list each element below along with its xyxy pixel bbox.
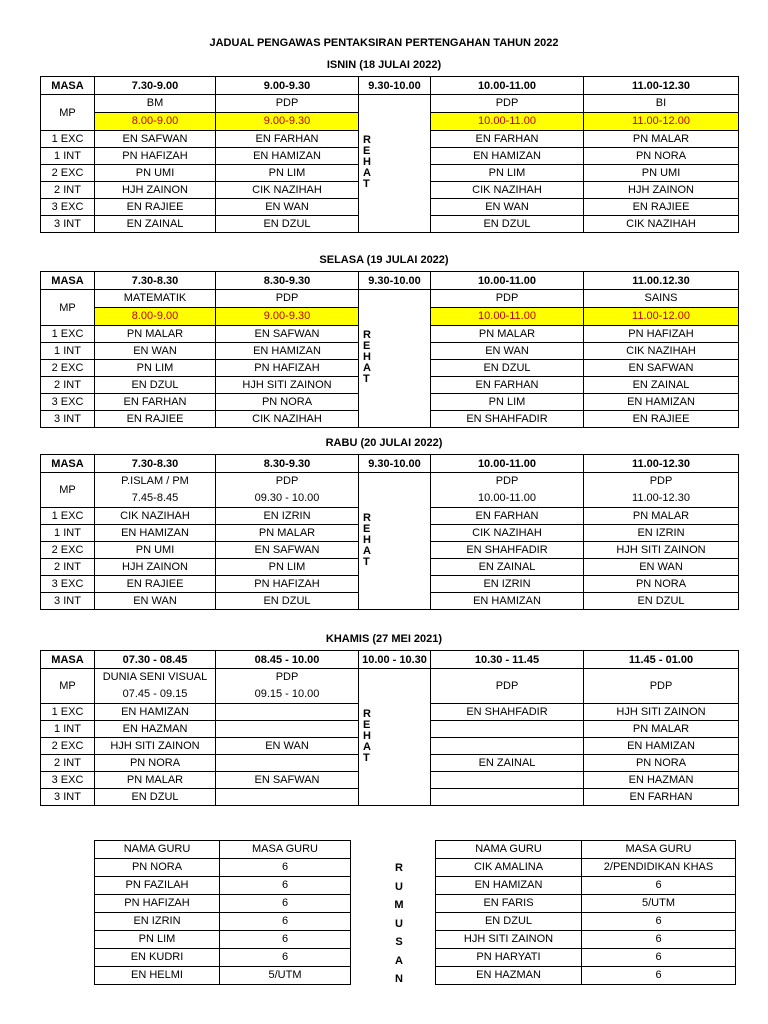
rest-letter: A — [363, 167, 371, 179]
teacher-name: EN KUDRI — [95, 949, 220, 967]
teacher-hours: 5/UTM — [220, 967, 351, 985]
mp-cell — [584, 290, 739, 326]
invigilator-cell: EN ZAINAL — [95, 216, 216, 233]
rest-column — [359, 669, 431, 806]
class-label: 1 EXC — [41, 131, 95, 148]
mp-time: 09.15 - 10.00 — [254, 688, 320, 700]
teacher-name: EN HAZMAN — [436, 967, 582, 985]
header-cell: MASA — [41, 455, 95, 473]
mp-subject: BI — [655, 97, 667, 109]
invigilator-cell: HJH ZAINON — [584, 182, 739, 199]
teacher-hours: 5/UTM — [582, 895, 736, 913]
summary-row — [436, 931, 736, 949]
invigilator-cell: EN HAMIZAN — [95, 704, 216, 721]
teacher-name: PN NORA — [95, 859, 220, 877]
mp-subject: PDP — [495, 475, 519, 487]
rest-letter: R — [363, 708, 371, 720]
teacher-hours: 6 — [582, 967, 736, 985]
mp-row — [41, 669, 739, 704]
invigilator-cell: EN SHAHFADIR — [431, 411, 584, 428]
mp-cell — [431, 669, 584, 704]
teacher-name: EN HAMIZAN — [436, 877, 582, 895]
invigilator-cell: EN SAFWAN — [216, 772, 359, 789]
invigilator-cell: EN RAJIEE — [95, 411, 216, 428]
invigilator-cell: EN HAMIZAN — [584, 394, 739, 411]
teacher-hours: 6 — [582, 877, 736, 895]
invigilator-cell: EN RAJIEE — [95, 199, 216, 216]
summary-label-letter: U — [395, 880, 403, 893]
teacher-name: EN IZRIN — [95, 913, 220, 931]
table-header-row — [41, 651, 739, 669]
summary-row — [95, 967, 351, 985]
invigilator-cell: EN WAN — [216, 738, 359, 755]
summary-row — [95, 859, 351, 877]
invigilator-cell: EN HAZMAN — [95, 721, 216, 738]
day-title: KHAMIS (27 MEI 2021) — [325, 633, 443, 645]
teacher-hours: 6 — [582, 949, 736, 967]
invigilator-cell: EN SHAHFADIR — [431, 704, 584, 721]
teacher-name: EN FARIS — [436, 895, 582, 913]
mp-time: 07.45 - 09.15 — [122, 688, 188, 700]
summary-header-cell: MASA GURU — [582, 841, 736, 859]
header-cell: 11.00-12.30 — [584, 455, 739, 473]
header-cell: 10.00-11.00 — [431, 77, 584, 95]
rest-letter: E — [363, 523, 371, 535]
invigilator-cell: EN WAN — [95, 343, 216, 360]
invigilator-cell: HJH SITI ZAINON — [584, 542, 739, 559]
invigilator-cell: EN FARHAN — [431, 377, 584, 394]
class-label: 3 INT — [41, 789, 95, 806]
invigilator-cell: EN SAFWAN — [216, 542, 359, 559]
invigilator-cell: EN HAMIZAN — [216, 343, 359, 360]
header-cell: 8.30-9.30 — [216, 272, 359, 290]
class-label: 3 EXC — [41, 199, 95, 216]
invigilator-cell: EN HAMIZAN — [431, 593, 584, 610]
rest-letter: E — [363, 719, 371, 731]
invigilator-cell: EN DZUL — [431, 216, 584, 233]
mp-row — [41, 473, 739, 508]
header-cell: 10.00-11.00 — [431, 272, 584, 290]
mp-subject: PDP — [495, 292, 519, 304]
invigilator-cell: EN ZAINAL — [431, 559, 584, 576]
table-header-row — [41, 272, 739, 290]
mp-label: MP — [41, 473, 95, 508]
summary-label-letter: R — [395, 862, 403, 874]
summary-row — [436, 895, 736, 913]
mp-cell — [95, 95, 216, 131]
summary-row — [95, 931, 351, 949]
summary-label-letter: U — [395, 917, 403, 930]
mp-time: 10.00-11.00 — [431, 112, 583, 130]
invigilator-cell: EN IZRIN — [584, 525, 739, 542]
invigilator-cell — [216, 789, 359, 806]
teacher-hours: 6 — [582, 931, 736, 949]
teacher-name: PN FAZILAH — [95, 877, 220, 895]
invigilator-cell: EN IZRIN — [216, 508, 359, 525]
invigilator-cell: CIK NAZIHAH — [431, 182, 584, 199]
rest-letter: E — [363, 340, 371, 352]
summary-label-letter: A — [395, 954, 403, 967]
class-label: 2 INT — [41, 559, 95, 576]
header-cell: 11.45 - 01.00 — [584, 651, 739, 669]
teacher-name: CIK AMALINA — [436, 859, 582, 877]
invigilator-cell: EN SAFWAN — [216, 326, 359, 343]
invigilator-cell: EN HAMIZAN — [95, 525, 216, 542]
mp-cell — [216, 669, 359, 704]
invigilator-cell: HJH SITI ZAINON — [584, 704, 739, 721]
invigilator-cell: CIK NAZIHAH — [584, 343, 739, 360]
mp-subject: PDP — [275, 97, 299, 109]
invigilator-cell: HJH ZAINON — [95, 182, 216, 199]
mp-time: 8.00-9.00 — [95, 112, 215, 130]
teacher-summary-table-left — [94, 840, 351, 985]
table-header-row — [41, 77, 739, 95]
invigilator-cell: EN DZUL — [216, 216, 359, 233]
class-label: 3 INT — [41, 593, 95, 610]
rest-letter: H — [363, 156, 371, 168]
teacher-name: PN HAFIZAH — [95, 895, 220, 913]
invigilator-cell: EN FARHAN — [216, 131, 359, 148]
invigilator-cell: PN MALAR — [584, 721, 739, 738]
invigilator-cell: PN HAFIZAH — [216, 360, 359, 377]
summary-row — [436, 949, 736, 967]
teacher-summary-table-right — [435, 840, 736, 985]
mp-subject: PDP — [495, 679, 519, 692]
invigilator-cell — [431, 789, 584, 806]
rest-letter: A — [363, 545, 371, 557]
class-label: 2 INT — [41, 755, 95, 772]
rest-letter: H — [363, 351, 371, 363]
mp-time: 11.00-12.00 — [584, 307, 738, 325]
invigilator-cell: PN MALAR — [95, 326, 216, 343]
mp-time: 9.00-9.30 — [216, 112, 358, 130]
header-cell: 11.00-12.30 — [584, 77, 739, 95]
summary-row — [95, 895, 351, 913]
header-cell: 10.00-11.00 — [431, 455, 584, 473]
rest-letter: E — [363, 145, 371, 157]
invigilator-cell: EN WAN — [431, 343, 584, 360]
invigilator-cell: PN NORA — [584, 148, 739, 165]
summary-row — [95, 949, 351, 967]
teacher-hours: 6 — [582, 913, 736, 931]
header-cell: 9.30-10.00 — [359, 455, 431, 473]
header-cell: 7.30-9.00 — [95, 77, 216, 95]
mp-subject: MATEMATIK — [123, 292, 187, 304]
invigilator-cell: EN WAN — [95, 593, 216, 610]
teacher-name: EN DZUL — [436, 913, 582, 931]
mp-time: 11.00-12.00 — [584, 112, 738, 130]
class-label: 1 INT — [41, 525, 95, 542]
invigilator-cell: EN HAMIZAN — [584, 738, 739, 755]
invigilator-cell: EN DZUL — [431, 360, 584, 377]
invigilator-cell: PN NORA — [584, 755, 739, 772]
invigilator-cell: EN ZAINAL — [431, 755, 584, 772]
header-cell: MASA — [41, 77, 95, 95]
header-cell: MASA — [41, 272, 95, 290]
invigilator-cell: PN UMI — [584, 165, 739, 182]
invigilator-cell: PN NORA — [584, 576, 739, 593]
header-cell: 9.30-10.00 — [359, 77, 431, 95]
summary-side-label — [384, 859, 414, 989]
summary-row — [95, 913, 351, 931]
invigilator-cell: PN NORA — [216, 394, 359, 411]
invigilator-cell — [431, 772, 584, 789]
invigilator-cell: EN RAJIEE — [584, 199, 739, 216]
invigilator-cell: PN HAFIZAH — [584, 326, 739, 343]
invigilator-cell — [216, 755, 359, 772]
teacher-hours: 6 — [220, 913, 351, 931]
header-cell: 9.30-10.00 — [359, 272, 431, 290]
invigilator-cell: EN FARHAN — [584, 789, 739, 806]
mp-cell — [584, 473, 739, 508]
invigilator-cell: EN FARHAN — [431, 508, 584, 525]
mp-time: 10.00-11.00 — [478, 492, 536, 504]
schedule-table — [40, 650, 739, 806]
invigilator-cell: PN UMI — [95, 542, 216, 559]
invigilator-cell: EN RAJIEE — [584, 411, 739, 428]
invigilator-cell: EN HAMIZAN — [431, 148, 584, 165]
mp-cell — [584, 95, 739, 131]
invigilator-cell: EN IZRIN — [431, 576, 584, 593]
schedule-table — [40, 454, 739, 610]
mp-cell — [216, 95, 359, 131]
header-cell: 07.30 - 08.45 — [95, 651, 216, 669]
mp-subject: PDP — [649, 679, 673, 692]
day-title: SELASA (19 JULAI 2022) — [319, 254, 449, 266]
mp-subject: PDP — [649, 475, 673, 487]
invigilator-cell: EN RAJIEE — [95, 576, 216, 593]
invigilator-cell: EN ZAINAL — [584, 377, 739, 394]
document-title: JADUAL PENGAWAS PENTAKSIRAN PERTENGAHAN TAHUN 2022 — [209, 37, 559, 49]
invigilator-cell: HJH SITI ZAINON — [95, 738, 216, 755]
schedule-table — [40, 271, 739, 428]
teacher-name: PN LIM — [95, 931, 220, 949]
summary-label-letter: N — [395, 973, 403, 985]
class-label: 2 INT — [41, 182, 95, 199]
invigilator-cell: EN WAN — [216, 199, 359, 216]
invigilator-cell: PN HAFIZAH — [216, 576, 359, 593]
rest-letter: H — [363, 730, 371, 742]
header-cell: 10.30 - 11.45 — [431, 651, 584, 669]
mp-label: MP — [41, 290, 95, 326]
invigilator-cell: HJH ZAINON — [95, 559, 216, 576]
rest-letter: T — [363, 373, 370, 385]
mp-subject: PDP — [495, 97, 519, 109]
table-header-row — [41, 455, 739, 473]
summary-header-cell: NAMA GURU — [436, 841, 582, 859]
invigilator-cell: PN LIM — [95, 360, 216, 377]
invigilator-cell: PN LIM — [216, 559, 359, 576]
mp-time: 10.00-11.00 — [431, 307, 583, 325]
teacher-hours: 6 — [220, 949, 351, 967]
invigilator-cell: PN MALAR — [584, 131, 739, 148]
mp-cell — [216, 473, 359, 508]
summary-label-letter: S — [395, 936, 403, 948]
header-cell: MASA — [41, 651, 95, 669]
rest-letter: H — [363, 534, 371, 546]
class-label: 3 EXC — [41, 576, 95, 593]
invigilator-cell: CIK NAZIHAH — [216, 411, 359, 428]
invigilator-cell: CIK NAZIHAH — [95, 508, 216, 525]
class-label: 3 EXC — [41, 772, 95, 789]
invigilator-cell: EN WAN — [584, 559, 739, 576]
mp-time: 8.00-9.00 — [95, 307, 215, 325]
mp-cell — [95, 669, 216, 704]
header-cell: 8.30-9.30 — [216, 455, 359, 473]
summary-label-letter: M — [394, 899, 404, 911]
class-label: 3 INT — [41, 216, 95, 233]
invigilator-cell: PN LIM — [216, 165, 359, 182]
teacher-hours: 6 — [220, 877, 351, 895]
summary-header-row — [95, 841, 351, 859]
header-cell: 11.00.12.30 — [584, 272, 739, 290]
class-label: 1 INT — [41, 343, 95, 360]
class-label: 1 EXC — [41, 704, 95, 721]
teacher-hours: 6 — [220, 931, 351, 949]
summary-row — [436, 877, 736, 895]
summary-row — [436, 913, 736, 931]
mp-cell — [431, 95, 584, 131]
teacher-hours: 2/PENDIDIKAN KHAS — [582, 859, 736, 877]
invigilator-cell: CIK NAZIHAH — [584, 216, 739, 233]
invigilator-cell: PN NORA — [95, 755, 216, 772]
class-label: 2 EXC — [41, 542, 95, 559]
rest-letter: R — [363, 329, 371, 341]
day-title: RABU (20 JULAI 2022) — [325, 437, 443, 449]
teacher-name: PN HARYATI — [436, 949, 582, 967]
class-label: 2 EXC — [41, 165, 95, 182]
summary-header-cell: NAMA GURU — [95, 841, 220, 859]
invigilator-cell: EN DZUL — [216, 593, 359, 610]
schedule-table — [40, 76, 739, 233]
mp-subject: PDP — [275, 671, 299, 683]
summary-row — [436, 967, 736, 985]
mp-cell — [95, 473, 216, 508]
mp-cell — [95, 290, 216, 326]
header-cell: 08.45 - 10.00 — [216, 651, 359, 669]
mp-time: 11.00-12.30 — [632, 492, 690, 504]
teacher-hours: 6 — [220, 895, 351, 913]
invigilator-cell: PN HAFIZAH — [95, 148, 216, 165]
mp-subject: PDP — [275, 475, 299, 487]
invigilator-cell: EN HAMIZAN — [216, 148, 359, 165]
teacher-name: EN HELMI — [95, 967, 220, 985]
class-label: 1 INT — [41, 148, 95, 165]
invigilator-cell: HJH SITI ZAINON — [216, 377, 359, 394]
invigilator-cell: EN WAN — [431, 199, 584, 216]
summary-header-row — [436, 841, 736, 859]
invigilator-cell — [216, 721, 359, 738]
invigilator-cell: EN HAZMAN — [584, 772, 739, 789]
invigilator-cell: CIK NAZIHAH — [431, 525, 584, 542]
mp-label: MP — [41, 95, 95, 131]
rest-column — [359, 473, 431, 610]
invigilator-cell: EN SAFWAN — [584, 360, 739, 377]
invigilator-cell: PN MALAR — [216, 525, 359, 542]
class-label: 2 EXC — [41, 360, 95, 377]
mp-time: 7.45-8.45 — [131, 492, 179, 504]
mp-subject: PDP — [275, 292, 299, 304]
mp-time: 09.30 - 10.00 — [254, 492, 320, 504]
invigilator-cell: PN LIM — [431, 165, 584, 182]
mp-cell — [584, 669, 739, 704]
class-label: 1 INT — [41, 721, 95, 738]
invigilator-cell: EN DZUL — [95, 377, 216, 394]
invigilator-cell: EN SHAHFADIR — [431, 542, 584, 559]
rest-letter: T — [363, 556, 370, 568]
invigilator-cell: EN DZUL — [95, 789, 216, 806]
class-label: 1 EXC — [41, 508, 95, 525]
mp-subject: BM — [146, 97, 164, 109]
invigilator-cell: PN MALAR — [584, 508, 739, 525]
mp-time: 9.00-9.30 — [216, 307, 358, 325]
invigilator-cell: CIK NAZIHAH — [216, 182, 359, 199]
summary-row — [436, 859, 736, 877]
rest-letter: T — [363, 752, 370, 764]
day-title: ISNIN (18 JULAI 2022) — [326, 59, 442, 71]
mp-cell — [431, 473, 584, 508]
class-label: 3 EXC — [41, 394, 95, 411]
invigilator-cell — [431, 721, 584, 738]
mp-subject: DUNIA SENI VISUAL — [102, 671, 208, 683]
mp-cell — [216, 290, 359, 326]
rest-letter: A — [363, 362, 371, 374]
header-cell: 10.00 - 10.30 — [359, 651, 431, 669]
header-cell: 7.30-8.30 — [95, 455, 216, 473]
rest-letter: R — [363, 512, 371, 524]
mp-label: MP — [41, 669, 95, 704]
rest-column — [359, 290, 431, 428]
teacher-hours: 6 — [220, 859, 351, 877]
class-label: 3 INT — [41, 411, 95, 428]
class-label: 1 EXC — [41, 326, 95, 343]
invigilator-cell: PN LIM — [431, 394, 584, 411]
teacher-name: HJH SITI ZAINON — [436, 931, 582, 949]
invigilator-cell: EN FARHAN — [431, 131, 584, 148]
header-cell: 9.00-9.30 — [216, 77, 359, 95]
rest-letter: T — [363, 178, 370, 190]
invigilator-cell — [431, 738, 584, 755]
summary-header-cell: MASA GURU — [220, 841, 351, 859]
invigilator-cell: PN MALAR — [431, 326, 584, 343]
invigilator-cell: EN FARHAN — [95, 394, 216, 411]
mp-subject: SAINS — [644, 292, 678, 304]
class-label: 2 INT — [41, 377, 95, 394]
invigilator-cell — [216, 704, 359, 721]
mp-row — [41, 290, 739, 326]
invigilator-cell: EN SAFWAN — [95, 131, 216, 148]
class-label: 2 EXC — [41, 738, 95, 755]
invigilator-cell: PN MALAR — [95, 772, 216, 789]
header-cell: 7.30-8.30 — [95, 272, 216, 290]
mp-row — [41, 95, 739, 131]
rest-column — [359, 95, 431, 233]
rest-letter: R — [363, 134, 371, 146]
rest-letter: A — [363, 741, 371, 753]
invigilator-cell: PN UMI — [95, 165, 216, 182]
mp-subject: P.ISLAM / PM — [121, 475, 189, 487]
mp-cell — [431, 290, 584, 326]
summary-row — [95, 877, 351, 895]
invigilator-cell: EN DZUL — [584, 593, 739, 610]
